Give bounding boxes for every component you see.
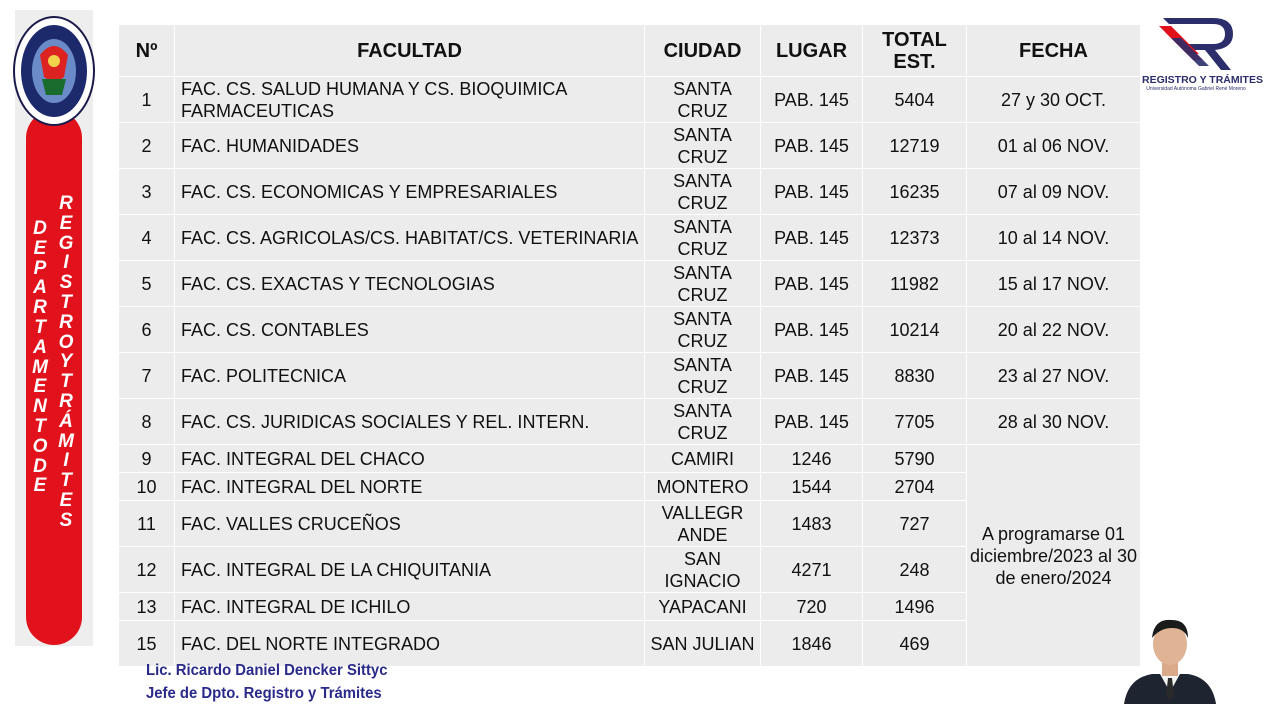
- cell-ciudad: SANTA CRUZ: [645, 307, 761, 353]
- header-num: Nº: [119, 25, 175, 77]
- cell-lugar: PAB. 145: [761, 353, 863, 399]
- cell-lugar: PAB. 145: [761, 261, 863, 307]
- cell-facultad: FAC. INTEGRAL DE LA CHIQUITANIA: [175, 547, 645, 593]
- cell-num: 15: [119, 621, 175, 667]
- cell-total: 727: [863, 501, 967, 547]
- official-portrait-icon: [1122, 612, 1218, 704]
- cell-facultad: FAC. INTEGRAL DE ICHILO: [175, 593, 645, 621]
- table-row: [119, 399, 1141, 445]
- cell-ciudad: SANTA CRUZ: [645, 77, 761, 123]
- cell-num: 9: [119, 445, 175, 473]
- header-ciudad: CIUDAD: [645, 25, 761, 77]
- cell-num: 11: [119, 501, 175, 547]
- table-row: [119, 169, 1141, 215]
- cell-ciudad: SAN JULIAN: [645, 621, 761, 667]
- table-row: [119, 215, 1141, 261]
- department-text-col1: D E P A R T A M E N T O D E: [32, 218, 48, 497]
- table-row: [119, 307, 1141, 353]
- cell-ciudad: SAN IGNACIO: [645, 547, 761, 593]
- cell-facultad: FAC. CS. EXACTAS Y TECNOLOGIAS: [175, 261, 645, 307]
- cell-num: 12: [119, 547, 175, 593]
- header-facultad: FACULTAD: [175, 25, 645, 77]
- cell-total: 469: [863, 621, 967, 667]
- cell-fecha-merged: A programarse 01 diciembre/2023 al 30 de enero/2024: [967, 445, 1141, 667]
- cell-lugar: 1246: [761, 445, 863, 473]
- table-row: [119, 445, 1141, 473]
- cell-num: 13: [119, 593, 175, 621]
- cell-fecha: 28 al 30 NOV.: [967, 399, 1141, 445]
- cell-total: 7705: [863, 399, 967, 445]
- table-row: [119, 77, 1141, 123]
- cell-ciudad: SANTA CRUZ: [645, 261, 761, 307]
- cell-facultad: FAC. CS. SALUD HUMANA Y CS. BIOQUIMICA FARMACEUTICAS: [175, 77, 645, 123]
- signature-block: [146, 659, 387, 705]
- cell-lugar: PAB. 145: [761, 307, 863, 353]
- cell-fecha: 23 al 27 NOV.: [967, 353, 1141, 399]
- cell-lugar: PAB. 145: [761, 169, 863, 215]
- table-row: [119, 123, 1141, 169]
- cell-num: 3: [119, 169, 175, 215]
- cell-total: 8830: [863, 353, 967, 399]
- table-row: [119, 353, 1141, 399]
- cell-lugar: PAB. 145: [761, 123, 863, 169]
- cell-total: 2704: [863, 473, 967, 501]
- cell-num: 8: [119, 399, 175, 445]
- cell-ciudad: CAMIRI: [645, 445, 761, 473]
- cell-facultad: FAC. INTEGRAL DEL CHACO: [175, 445, 645, 473]
- table-header-row: [119, 25, 1141, 77]
- signature-name: Lic. Ricardo Daniel Dencker Sittyc: [146, 662, 388, 679]
- cell-num: 1: [119, 77, 175, 123]
- cell-num: 7: [119, 353, 175, 399]
- cell-facultad: FAC. CS. JURIDICAS SOCIALES Y REL. INTERN.: [175, 399, 645, 445]
- cell-lugar: 1846: [761, 621, 863, 667]
- cell-facultad: FAC. INTEGRAL DEL NORTE: [175, 473, 645, 501]
- cell-total: 248: [863, 547, 967, 593]
- registro-logo: [1142, 14, 1263, 94]
- university-seal-icon: [12, 15, 96, 127]
- cell-lugar: 720: [761, 593, 863, 621]
- cell-total: 5790: [863, 445, 967, 473]
- cell-ciudad: MONTERO: [645, 473, 761, 501]
- cell-fecha: 10 al 14 NOV.: [967, 215, 1141, 261]
- cell-fecha: 27 y 30 OCT.: [967, 77, 1141, 123]
- cell-facultad: FAC. POLITECNICA: [175, 353, 645, 399]
- cell-lugar: 4271: [761, 547, 863, 593]
- cell-lugar: 1544: [761, 473, 863, 501]
- cell-facultad: FAC. HUMANIDADES: [175, 123, 645, 169]
- cell-ciudad: SANTA CRUZ: [645, 399, 761, 445]
- header-fecha: FECHA: [967, 25, 1141, 77]
- department-text-col2: R E G I S T R O Y T R Á M I T E S: [58, 193, 74, 531]
- cell-total: 10214: [863, 307, 967, 353]
- cell-total: 12719: [863, 123, 967, 169]
- cell-total: 12373: [863, 215, 967, 261]
- logo-subtitle: Universidad Autónoma Gabriel René Moreno: [1146, 86, 1246, 92]
- cell-lugar: PAB. 145: [761, 77, 863, 123]
- cell-facultad: FAC. CS. AGRICOLAS/CS. HABITAT/CS. VETERINARIA: [175, 215, 645, 261]
- cell-fecha: 07 al 09 NOV.: [967, 169, 1141, 215]
- cell-lugar: PAB. 145: [761, 399, 863, 445]
- header-lugar: LUGAR: [761, 25, 863, 77]
- cell-num: 10: [119, 473, 175, 501]
- signature-role: Jefe de Dpto. Registro y Trámites: [146, 685, 382, 702]
- cell-fecha: 15 al 17 NOV.: [967, 261, 1141, 307]
- header-total: TOTAL EST.: [863, 25, 967, 77]
- cell-facultad: FAC. DEL NORTE INTEGRADO: [175, 621, 645, 667]
- cell-ciudad: SANTA CRUZ: [645, 169, 761, 215]
- cell-num: 5: [119, 261, 175, 307]
- cell-num: 2: [119, 123, 175, 169]
- cell-facultad: FAC. CS. ECONOMICAS Y EMPRESARIALES: [175, 169, 645, 215]
- registro-logo-icon: [1155, 14, 1237, 72]
- cell-lugar: PAB. 145: [761, 215, 863, 261]
- cell-total: 16235: [863, 169, 967, 215]
- cell-ciudad: SANTA CRUZ: [645, 353, 761, 399]
- cell-ciudad: SANTA CRUZ: [645, 123, 761, 169]
- cell-ciudad: VALLEGRANDE: [645, 501, 761, 547]
- cell-num: 6: [119, 307, 175, 353]
- cell-facultad: FAC. CS. CONTABLES: [175, 307, 645, 353]
- cell-ciudad: YAPACANI: [645, 593, 761, 621]
- cell-total: 5404: [863, 77, 967, 123]
- cell-fecha: 20 al 22 NOV.: [967, 307, 1141, 353]
- logo-title: REGISTRO Y TRÁMITES: [1142, 74, 1263, 86]
- schedule-table: [118, 24, 1141, 667]
- cell-total: 11982: [863, 261, 967, 307]
- table-row: [119, 261, 1141, 307]
- cell-facultad: FAC. VALLES CRUCEÑOS: [175, 501, 645, 547]
- cell-total: 1496: [863, 593, 967, 621]
- cell-lugar: 1483: [761, 501, 863, 547]
- cell-fecha: 01 al 06 NOV.: [967, 123, 1141, 169]
- cell-ciudad: SANTA CRUZ: [645, 215, 761, 261]
- cell-num: 4: [119, 215, 175, 261]
